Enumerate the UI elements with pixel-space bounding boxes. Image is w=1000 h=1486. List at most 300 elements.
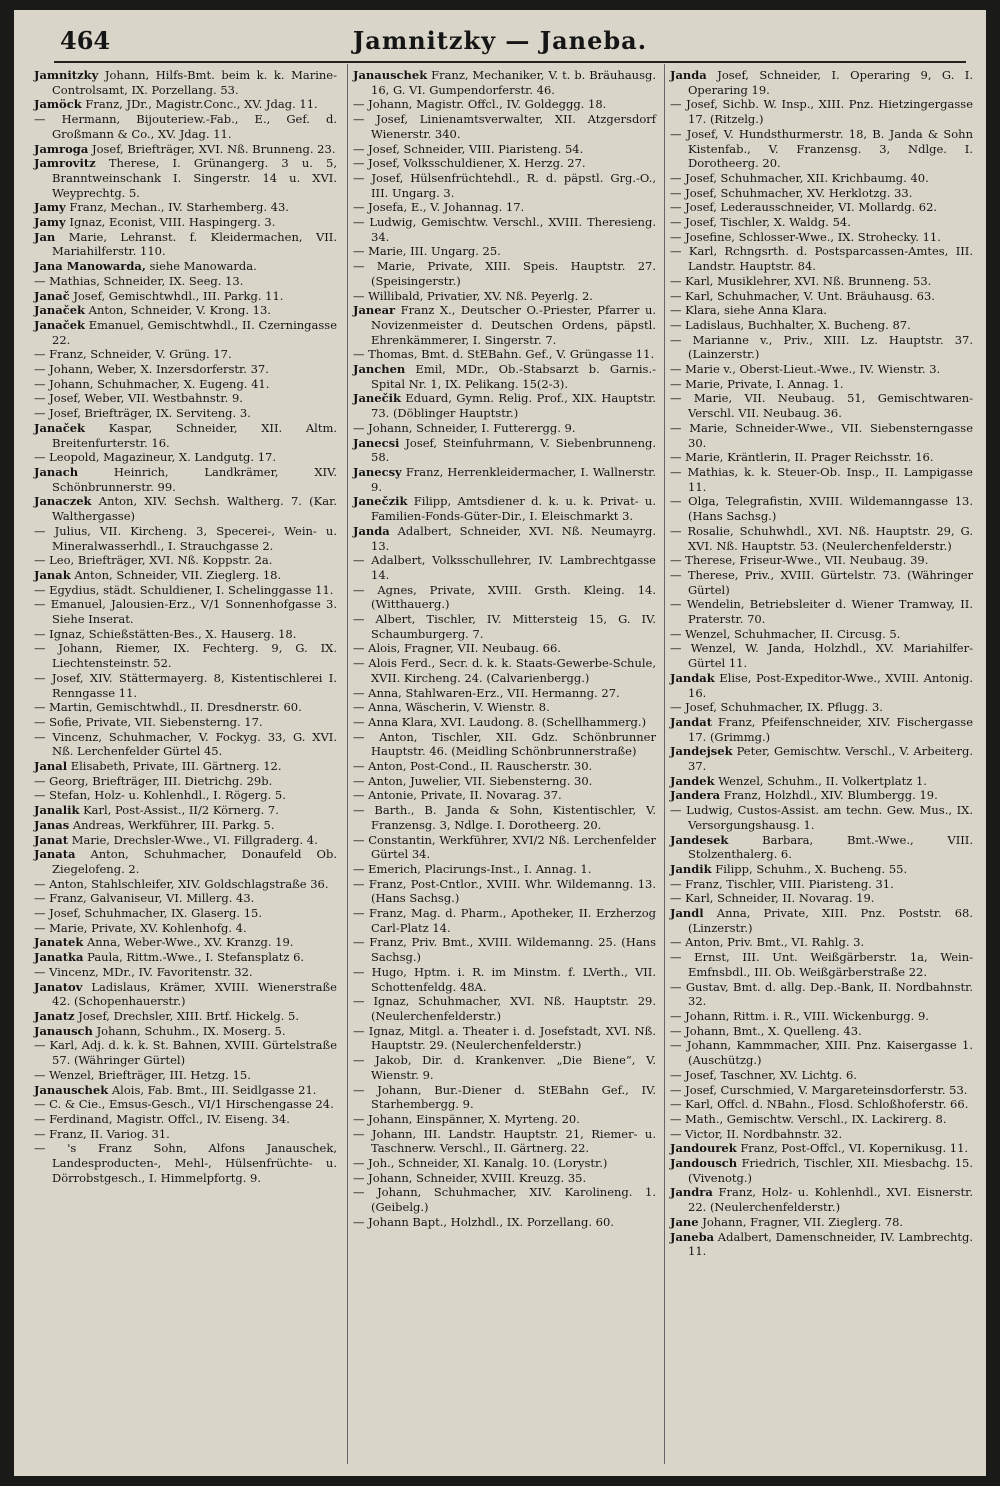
entry-text: — Adalbert, Volksschullehrer, IV. Lambrechtgasse 14. bbox=[353, 553, 656, 582]
directory-page bbox=[14, 10, 986, 1476]
entry-text: — Franz, Galvaniseur, VI. Millerg. 43. bbox=[34, 891, 255, 906]
directory-entry bbox=[34, 818, 337, 833]
directory-entry bbox=[353, 200, 656, 215]
entry-text: Johann, Hilfs-Bmt. beim k. k. Marine-Controlsamt, IX. Porzellang. 53. bbox=[52, 68, 337, 97]
directory-entry bbox=[670, 877, 973, 892]
entry-text: Emanuel, Gemischtwhdl., II. Czerningasse 22. bbox=[52, 317, 337, 347]
directory-entry bbox=[353, 1215, 656, 1230]
directory-entry bbox=[353, 935, 656, 964]
entry-text: — Agnes, Private, XVIII. Grsth. Kleing. 14. (Witthauerg.) bbox=[353, 582, 656, 612]
entry-surname: Jandejsek bbox=[670, 744, 733, 759]
entry-surname: Jandesek bbox=[670, 832, 729, 847]
directory-entry bbox=[34, 391, 337, 406]
directory-entry bbox=[34, 730, 337, 759]
directory-entry bbox=[34, 906, 337, 921]
entry-text: Franz X., Deutscher O.-Priester, Pfarrer u. Novizenmeister d. Deutschen Ordens, päpstl. Ehrenkämmerer, I. Singerstr. 7. bbox=[371, 303, 657, 347]
entry-text: Josef, Steinfuhrmann, V. Siebenbrunneng. 58. bbox=[371, 435, 657, 465]
entry-text: — Josef, Schuhmacher, IX. Pflugg. 3. bbox=[670, 700, 883, 715]
entry-text: Josef, Briefträger, XVI. Nß. Brunneng. 23. bbox=[91, 141, 336, 156]
entry-text: Anton, Schneider, V. Krong. 13. bbox=[88, 303, 271, 318]
entry-text: — Josefine, Schlosser-Wwe., IX. Strohecky. 11. bbox=[670, 229, 941, 244]
directory-entry bbox=[34, 303, 337, 318]
entry-text: Franz, Herrenkleidermacher, I. Wallnerstr. 9. bbox=[371, 464, 656, 494]
entry-text: — Rosalie, Schuhwhdl., XVI. Nß. Hauptstr. 29, G. XVI. Nß. Hauptstr. 53. (Neulerchenfelderstr.) bbox=[670, 523, 973, 553]
directory-entry bbox=[34, 112, 337, 141]
entry-text: — Johann, Bur.-Diener d. StEBahn Gef., IV. Starhembergg. 9. bbox=[353, 1082, 656, 1112]
entry-text: — Marie, III. Ungarg. 25. bbox=[353, 244, 501, 259]
directory-entry bbox=[670, 700, 973, 715]
entry-text: siehe Manowarda. bbox=[149, 259, 257, 274]
directory-entry bbox=[670, 803, 973, 832]
entry-text: — Josef, Weber, VII. Westbahnstr. 9. bbox=[34, 391, 243, 406]
entry-text: — Vincenz, MDr., IV. Favoritenstr. 32. bbox=[34, 964, 253, 979]
entry-text: Filipp, Schuhm., X. Bucheng. 55. bbox=[715, 861, 908, 876]
directory-entry bbox=[34, 803, 337, 818]
page-number: 464 bbox=[60, 26, 111, 55]
directory-entry bbox=[670, 1068, 973, 1083]
entry-surname: Janauschek bbox=[34, 1082, 109, 1097]
entry-text: Adalbert, Damenschneider, IV. Lambrechtg. 11. bbox=[688, 1229, 973, 1259]
directory-entry bbox=[670, 1141, 973, 1156]
entry-text: — Stefan, Holz- u. Kohlenhdl., I. Rögerg. 5. bbox=[34, 788, 286, 803]
entry-text: Anna, Weber-Wwe., XV. Kranzg. 19. bbox=[86, 935, 294, 950]
directory-entry bbox=[34, 142, 337, 157]
entry-text: — Sofie, Private, VII. Siebensterng. 17. bbox=[34, 714, 263, 729]
entry-text: — Josef, V. Hundsthurmerstr. 18, B. Janda & Sohn Kistenfab., V. Franzensg. 3, Ndlge. I. Dorotheerg. 20. bbox=[670, 126, 973, 171]
directory-entry bbox=[34, 230, 337, 259]
directory-entry bbox=[353, 906, 656, 935]
entry-text: — Mathias, Schneider, IX. Seeg. 13. bbox=[34, 273, 244, 288]
entry-text: — Julius, VII. Kircheng. 3, Specerei-, Wein- u. Mineralwasserhdl., I. Strauchgasse 2. bbox=[34, 523, 337, 553]
entry-text: — Johann, Einspänner, X. Myrteng. 20. bbox=[353, 1111, 580, 1126]
directory-entry bbox=[34, 671, 337, 700]
directory-entry bbox=[34, 1141, 337, 1185]
entry-text: — Franz, Priv. Bmt., XVIII. Wildemanng. 25. (Hans Sachsg.) bbox=[353, 935, 656, 965]
entry-text: — Marie, Schneider-Wwe., VII. Siebensterngasse 30. bbox=[670, 420, 973, 450]
directory-entry bbox=[670, 391, 973, 420]
entry-text: Anton, Schuhmacher, Donaufeld Ob. Ziegelofeng. 2. bbox=[52, 847, 337, 876]
entry-text: — Josef, Schuhmacher, IX. Glaserg. 15. bbox=[34, 906, 262, 921]
entry-surname: Janaček bbox=[34, 303, 85, 318]
entry-text: Franz, Post-Offcl., VI. Kopernikusg. 11. bbox=[740, 1141, 969, 1156]
entry-text: — Anna Klara, XVI. Laudong. 8. (Schellhammerg.) bbox=[353, 714, 647, 729]
directory-entry bbox=[34, 97, 337, 112]
entry-text: — Johann, Schneider, XVIII. Kreuzg. 35. bbox=[353, 1170, 587, 1185]
entry-text: — Franz, II. Variog. 31. bbox=[34, 1126, 170, 1141]
entry-text: Adalbert, Schneider, XVI. Nß. Neumayrg. 13. bbox=[371, 523, 656, 553]
directory-entry bbox=[34, 200, 337, 215]
entry-surname: Jamroga bbox=[34, 141, 89, 156]
entry-surname: Janach bbox=[34, 464, 79, 479]
entry-surname: Jamy bbox=[34, 215, 66, 230]
directory-entry bbox=[670, 980, 973, 1009]
entry-surname: Jandourek bbox=[670, 1141, 737, 1156]
directory-entry bbox=[353, 436, 656, 465]
directory-entry bbox=[353, 656, 656, 685]
entry-surname: Janaček bbox=[34, 420, 85, 435]
directory-entry bbox=[670, 1009, 973, 1024]
entry-text: — Franz, Mag. d. Pharm., Apotheker, II. Erzherzog Carl-Platz 14. bbox=[353, 906, 656, 935]
directory-entry bbox=[34, 259, 337, 274]
entry-text: Karl, Post-Assist., II/2 Körnerg. 7. bbox=[83, 803, 279, 818]
entry-text: — Georg, Briefträger, III. Dietrichg. 29b. bbox=[34, 773, 273, 788]
directory-entry bbox=[670, 333, 973, 362]
directory-entry bbox=[34, 1112, 337, 1127]
entry-text: — Josef, Lederausschneider, VI. Mollardg. 62. bbox=[670, 200, 938, 215]
directory-entry bbox=[670, 744, 973, 773]
entry-text: Elisabeth, Private, III. Gärtnerg. 12. bbox=[70, 759, 282, 774]
directory-entry bbox=[34, 700, 337, 715]
directory-entry bbox=[34, 318, 337, 347]
directory-entry bbox=[34, 494, 337, 523]
entry-surname: Jan bbox=[34, 229, 56, 244]
directory-entry bbox=[34, 641, 337, 670]
directory-entry bbox=[34, 980, 337, 1009]
directory-entry bbox=[353, 700, 656, 715]
directory-entry bbox=[34, 1097, 337, 1112]
directory-entry bbox=[353, 730, 656, 759]
directory-entry bbox=[353, 494, 656, 523]
directory-entry bbox=[670, 186, 973, 201]
directory-entry bbox=[34, 289, 337, 304]
entry-text: — Karl, Schneider, II. Novarag. 19. bbox=[670, 891, 875, 906]
directory-entry bbox=[670, 715, 973, 744]
entry-text: — Johann, III. Landstr. Hauptstr. 21, Riemer- u. Taschnerw. Verschl., II. Gärtnerg. 22. bbox=[353, 1126, 656, 1156]
entry-text: — Anton, Tischler, XII. Gdz. Schönbrunner Hauptstr. 46. (Meidling Schönbrunnerstraße) bbox=[353, 729, 656, 759]
entry-text: Josef, Schneider, I. Operaring 9, G. I. Operaring 19. bbox=[688, 68, 973, 97]
entry-surname: Janeba bbox=[670, 1229, 715, 1244]
directory-entry bbox=[353, 774, 656, 789]
directory-entry bbox=[353, 877, 656, 906]
entry-text: — Vincenz, Schuhmacher, V. Fockyg. 33, G. XVI. Nß. Lerchenfelder Gürtel 45. bbox=[34, 729, 337, 759]
directory-entry bbox=[353, 244, 656, 259]
entry-text: — Karl, Schuhmacher, V. Unt. Bräuhausg. 63. bbox=[670, 288, 935, 303]
directory-entry bbox=[34, 421, 337, 450]
entry-text: Franz, Pfeifenschneider, XIV. Fischergasse 17. (Grimmg.) bbox=[688, 714, 973, 744]
directory-entry bbox=[353, 362, 656, 391]
entry-text: — Karl, Adj. d. k. k. St. Bahnen, XVIII. Gürtelstraße 57. (Währinger Gürtel) bbox=[34, 1038, 337, 1068]
directory-entry bbox=[34, 553, 337, 568]
directory-entry bbox=[353, 1024, 656, 1053]
directory-entry bbox=[670, 1230, 973, 1259]
directory-entry bbox=[34, 568, 337, 583]
entry-surname: Jane bbox=[670, 1214, 699, 1229]
entry-text: — Marie, Private, XIII. Speis. Hauptstr. 27. (Speisingerstr.) bbox=[353, 259, 656, 288]
directory-entry bbox=[34, 1009, 337, 1024]
entry-text: — Constantin, Werkführer, XVI/2 Nß. Lerchenfelder Gürtel 34. bbox=[353, 832, 656, 862]
directory-entry bbox=[670, 950, 973, 979]
entry-text: — Marie, Private, XV. Kohlenhofg. 4. bbox=[34, 920, 247, 935]
entry-text: — Mathias, k. k. Steuer-Ob. Insp., II. Lampigasse 11. bbox=[670, 464, 973, 494]
directory-entry bbox=[34, 274, 337, 289]
directory-entry bbox=[353, 1171, 656, 1186]
directory-entry bbox=[670, 215, 973, 230]
directory-entry bbox=[353, 1185, 656, 1214]
entry-text: — Marie, Kräntlerin, II. Prager Reichsstr. 16. bbox=[670, 450, 934, 465]
entry-surname: Janecsy bbox=[353, 464, 402, 479]
directory-entry bbox=[34, 627, 337, 642]
entry-surname: Janecsi bbox=[353, 435, 400, 450]
directory-entry bbox=[670, 244, 973, 273]
entry-text: Franz, Holzhdl., XIV. Blumbergg. 19. bbox=[723, 788, 938, 803]
directory-entry bbox=[670, 1097, 973, 1112]
directory-entry bbox=[353, 215, 656, 244]
directory-entry bbox=[34, 715, 337, 730]
entry-text: Ladislaus, Krämer, XVIII. Wienerstraße 42. (Schopenhauerstr.) bbox=[52, 979, 337, 1009]
entry-text: Franz, Mechan., IV. Starhemberg. 43. bbox=[69, 200, 289, 215]
directory-entry bbox=[353, 171, 656, 200]
directory-entry bbox=[353, 759, 656, 774]
entry-surname: Janda bbox=[670, 68, 707, 82]
entry-text: — Ignaz, Schießstätten-Bes., X. Hauserg. 18. bbox=[34, 626, 297, 641]
entry-text: — Ludwig, Gemischtw. Verschl., XVIII. Theresieng. 34. bbox=[353, 215, 656, 244]
directory-entry bbox=[34, 1083, 337, 1098]
entry-text: Peter, Gemischtw. Verschl., V. Arbeiterg. 37. bbox=[688, 744, 974, 774]
directory-entry bbox=[353, 612, 656, 641]
entry-text: — Wenzel, Schuhmacher, II. Circusg. 5. bbox=[670, 626, 901, 641]
entry-surname: Janaczek bbox=[34, 494, 92, 509]
entry-text: — Hermann, Bijouteriew.-Fab., E., Gef. d. Großmann & Co., XV. Jdag. 11. bbox=[34, 112, 337, 141]
entry-surname: Jamrovitz bbox=[34, 156, 96, 171]
entry-text: Friedrich, Tischler, XII. Miesbachg. 15. (Vivenotg.) bbox=[688, 1156, 974, 1185]
entry-text: — Wenzel, Briefträger, III. Hetzg. 15. bbox=[34, 1067, 251, 1082]
header-rule bbox=[54, 61, 966, 63]
directory-entry bbox=[353, 68, 656, 97]
entry-text: — Johann, Schuhmacher, XIV. Karolineng. 1. (Geibelg.) bbox=[353, 1185, 656, 1215]
entry-surname: Jandera bbox=[670, 788, 721, 803]
entry-text: Anna, Private, XIII. Pnz. Poststr. 68. (Linzerstr.) bbox=[688, 906, 973, 935]
directory-entry bbox=[670, 891, 973, 906]
directory-entry bbox=[670, 553, 973, 568]
entry-surname: Jandek bbox=[670, 773, 715, 788]
entry-surname: Janatov bbox=[34, 979, 83, 994]
entry-text: Anton, XIV. Sechsh. Waltherg. 7. (Kar. Walthergasse) bbox=[52, 494, 337, 524]
directory-entry bbox=[34, 156, 337, 200]
entry-text: — Victor, II. Nordbahnstr. 32. bbox=[670, 1126, 843, 1141]
directory-entry bbox=[34, 759, 337, 774]
entry-text: — Karl, Offcl. d. NBahn., Flosd. Schloßhoferstr. 66. bbox=[670, 1097, 969, 1112]
entry-text: — Johann, Riemer, IX. Fechterg. 9, G. IX. Liechtensteinstr. 52. bbox=[34, 641, 337, 671]
entry-text: — Anton, Post-Cond., II. Rauscherstr. 30. bbox=[353, 759, 593, 774]
directory-entry bbox=[670, 1185, 973, 1214]
entry-text: — Antonie, Private, II. Novarag. 37. bbox=[353, 788, 562, 803]
entry-text: — C. & Cie., Emsus-Gesch., VI/1 Hirschengasse 24. bbox=[34, 1097, 334, 1112]
directory-entry bbox=[34, 935, 337, 950]
directory-entry bbox=[670, 1156, 973, 1185]
directory-entry bbox=[34, 1038, 337, 1067]
directory-entry bbox=[353, 833, 656, 862]
directory-entry bbox=[34, 465, 337, 494]
entry-surname: Janat bbox=[34, 832, 69, 847]
directory-entry bbox=[34, 788, 337, 803]
entry-text: — Thomas, Bmt. d. StEBahn. Gef., V. Grüngasse 11. bbox=[353, 347, 655, 362]
entry-text: Marie, Lehranst. f. Kleidermachen, VII. Mariahilferstr. 110. bbox=[52, 229, 337, 259]
directory-entry bbox=[34, 833, 337, 848]
directory-entry bbox=[34, 68, 337, 97]
entry-text: Anton, Schneider, VII. Zieglerg. 18. bbox=[74, 567, 282, 582]
directory-entry bbox=[34, 377, 337, 392]
directory-entry bbox=[353, 465, 656, 494]
directory-entry bbox=[670, 68, 973, 97]
entry-text: — Ludwig, Custos-Assist. am techn. Gew. Mus., IX. Versorgungshausg. 1. bbox=[670, 803, 973, 832]
entry-text: — Josef, Taschner, XV. Lichtg. 6. bbox=[670, 1067, 857, 1082]
directory-entry bbox=[353, 686, 656, 701]
directory-entry bbox=[670, 1024, 973, 1039]
directory-entry bbox=[353, 303, 656, 347]
entry-text: — Ladislaus, Buchhalter, X. Bucheng. 87. bbox=[670, 317, 911, 332]
directory-entry bbox=[670, 1083, 973, 1098]
entry-text: — Josef, Schuhmacher, XV. Herklotzg. 33. bbox=[670, 185, 913, 200]
directory-entry bbox=[670, 597, 973, 626]
directory-entry bbox=[353, 421, 656, 436]
directory-entry bbox=[34, 406, 337, 421]
directory-entry bbox=[353, 524, 656, 553]
directory-entry bbox=[34, 877, 337, 892]
directory-entry bbox=[353, 97, 656, 112]
entry-text: Alois, Fab. Bmt., III. Seidlgasse 21. bbox=[111, 1082, 317, 1097]
entry-text: Eduard, Gymn. Relig. Prof., XIX. Hauptstr. 73. (Döblinger Hauptstr.) bbox=[371, 391, 657, 421]
entry-text: — Karl, Rchngsrth. d. Postsparcassen-Amtes, III. Landstr. Hauptstr. 84. bbox=[670, 244, 973, 274]
entry-surname: Janatek bbox=[34, 935, 84, 950]
entry-surname: Jamnitzky bbox=[34, 68, 99, 82]
directory-entry bbox=[353, 862, 656, 877]
directory-entry bbox=[670, 774, 973, 789]
entry-text: — Emerich, Placirungs-Inst., I. Annag. 1. bbox=[353, 861, 592, 876]
entry-text: — Leopold, Magazineur, X. Landgutg. 17. bbox=[34, 450, 277, 465]
directory-entry bbox=[353, 289, 656, 304]
directory-entry bbox=[34, 950, 337, 965]
entry-text: — Johann, Magistr. Offcl., IV. Goldeggg. 18. bbox=[353, 97, 607, 112]
entry-text: — Alois, Fragner, VII. Neubaug. 66. bbox=[353, 641, 561, 656]
directory-entry bbox=[34, 965, 337, 980]
entry-text: Franz, JDr., Magistr.Conc., XV. Jdag. 11. bbox=[85, 97, 318, 112]
directory-entry bbox=[670, 524, 973, 553]
entry-surname: Janchen bbox=[353, 362, 406, 377]
column-divider bbox=[347, 64, 348, 1464]
directory-entry bbox=[670, 627, 973, 642]
directory-entry bbox=[353, 1156, 656, 1171]
entry-surname: Janečik bbox=[353, 391, 401, 406]
entry-text: — Martin, Gemischtwhdl., II. Dresdnerstr. 60. bbox=[34, 700, 302, 715]
entry-text: — Johann, Weber, X. Inzersdorferstr. 37. bbox=[34, 362, 269, 377]
entry-text: Franz, Holz- u. Kohlenhdl., XVI. Eisnerstr. 22. (Neulerchenfelderstr.) bbox=[688, 1185, 974, 1215]
entry-text: — Johann, Schuhmacher, X. Eugeng. 41. bbox=[34, 376, 270, 391]
directory-entry bbox=[670, 274, 973, 289]
entry-text: Johann, Fragner, VII. Zieglerg. 78. bbox=[702, 1214, 904, 1229]
entry-surname: Janatz bbox=[34, 1009, 75, 1023]
entry-text: — Ignaz, Schuhmacher, XVI. Nß. Hauptstr. 29. (Neulerchenfelderstr.) bbox=[353, 994, 656, 1023]
entry-text: — Johann, Rittm. i. R., VIII. Wickenburgg. 9. bbox=[670, 1009, 929, 1023]
directory-entry bbox=[670, 362, 973, 377]
entry-text: Barbara, Bmt.-Wwe., VIII. Stolzenthalerg. 6. bbox=[688, 832, 973, 862]
entry-surname: Janata bbox=[34, 847, 76, 862]
entry-text: — Josef, Tischler, X. Waldg. 54. bbox=[670, 215, 851, 230]
entry-text: — Marie, Private, I. Annag. 1. bbox=[670, 376, 844, 391]
entry-text: — Anton, Priv. Bmt., VI. Rahlg. 3. bbox=[670, 935, 865, 950]
directory-entry bbox=[353, 803, 656, 832]
entry-surname: Janač bbox=[34, 288, 70, 303]
entry-text: Marie, Drechsler-Wwe., VI. Fillgraderg. 4. bbox=[71, 832, 318, 847]
entry-text: — Johann Bapt., Holzhdl., IX. Porzellang. 60. bbox=[353, 1214, 614, 1229]
entry-surname: Jandl bbox=[670, 906, 704, 921]
entry-text: — Therese, Friseur-Wwe., VII. Neubaug. 39. bbox=[670, 553, 929, 568]
directory-entry bbox=[34, 215, 337, 230]
entry-text: — Franz, Tischler, VIII. Piaristeng. 31. bbox=[670, 876, 894, 891]
entry-surname: Jandat bbox=[670, 714, 713, 729]
entry-text: — Willibald, Privatier, XV. Nß. Peyerlg. 2. bbox=[353, 288, 593, 303]
entry-surname: Janalik bbox=[34, 803, 80, 818]
entry-text: Emil, MDr., Ob.-Stabsarzt b. Garnis.-Spital Nr. 1, IX. Pelikang. 15(2-3). bbox=[371, 362, 656, 391]
directory-entry bbox=[34, 1024, 337, 1039]
entry-surname: Janatka bbox=[34, 950, 84, 965]
entry-text: — Gustav, Bmt. d. allg. Dep.-Bank, II. Nordbahnstr. 32. bbox=[670, 979, 973, 1009]
entry-text: — Anna, Stahlwaren-Erz., VII. Hermanng. 27. bbox=[353, 685, 620, 700]
entry-text: — Franz, Schneider, V. Grüng. 17. bbox=[34, 347, 232, 362]
page-header bbox=[14, 26, 986, 66]
entry-text: — Ferdinand, Magistr. Offcl., IV. Eiseng. 34. bbox=[34, 1111, 290, 1126]
directory-entry bbox=[34, 450, 337, 465]
directory-entry bbox=[670, 1127, 973, 1142]
entry-text: Josef, Gemischtwhdl., III. Parkg. 11. bbox=[73, 288, 284, 303]
entry-text: — Josef, Schneider, VIII. Piaristeng. 54. bbox=[353, 141, 584, 156]
directory-entry bbox=[353, 641, 656, 656]
entry-text: — Josefa, E., V. Johannag. 17. bbox=[353, 200, 525, 215]
entry-text: Josef, Drechsler, XIII. Brtf. Hickelg. 5. bbox=[78, 1009, 300, 1023]
entry-text: — Therese, Priv., XVIII. Gürtelstr. 73. (Währinger Gürtel) bbox=[670, 567, 973, 597]
entry-text: — Alois Ferd., Secr. d. k. k. Staats-Gewerbe-Schule, XVII. Kircheng. 24. (Calvarienbergg.) bbox=[353, 656, 656, 685]
entry-text: — Josef, Linienamtsverwalter, XII. Atzgersdorf Wienerstr. 340. bbox=[353, 112, 656, 141]
entry-text: — Marianne v., Priv., XIII. Lz. Hauptstr. 37. (Lainzerstr.) bbox=[670, 332, 973, 362]
directory-entry bbox=[353, 1127, 656, 1156]
entry-text: — Marie v., Oberst-Lieut.-Wwe., IV. Wienstr. 3. bbox=[670, 362, 941, 377]
entry-text: Paula, Rittm.-Wwe., I. Stefansplatz 6. bbox=[87, 950, 305, 965]
entry-text: — Wendelin, Betriebsleiter d. Wiener Tramway, II. Praterstr. 70. bbox=[670, 597, 973, 627]
directory-entry bbox=[670, 230, 973, 245]
entry-text: — Josef, Schuhmacher, XII. Krichbaumg. 40. bbox=[670, 170, 929, 185]
entry-text: — Josef, Curschmied, V. Margareteinsdorferstr. 53. bbox=[670, 1082, 968, 1097]
entry-text: — Emanuel, Jalousien-Erz., V/1 Sonnenhofgasse 3. Siehe Inserat. bbox=[34, 597, 337, 627]
entry-text: — Jakob, Dir. d. Krankenver. „Die Biene“, V. Wienstr. 9. bbox=[353, 1053, 656, 1082]
directory-entry bbox=[353, 715, 656, 730]
entry-text: — Ignaz, Mitgl. a. Theater i. d. Josefstadt, XVI. Nß. Hauptstr. 29. (Neulerchenfelderstr.) bbox=[353, 1023, 656, 1053]
entry-text: — Wenzel, W. Janda, Holzhdl., XV. Mariahilfer-Gürtel 11. bbox=[670, 641, 973, 671]
entry-text: — 's Franz Sohn, Alfons Janauschek, Landesproducten-, Mehl-, Hülsenfrüchte- u. Dörrobstgesch., I. Himmelpfortg. 9. bbox=[34, 1141, 337, 1185]
entry-text: — Ernst, III. Unt. Weißgärberstr. 1a, Wein-Emfnsbdl., III. Ob. Weißgärberstraße 22. bbox=[670, 950, 973, 979]
directory-entry bbox=[353, 1083, 656, 1112]
entry-text: Filipp, Amtsdiener d. k. u. k. Privat- u. Familien-Fonds-Güter-Dir., I. Eleischmarkt 3. bbox=[371, 494, 656, 524]
entry-text: — Joh., Schneider, XI. Kanalg. 10. (Lorystr.) bbox=[353, 1156, 608, 1171]
entry-surname: Jamy bbox=[34, 200, 66, 215]
directory-entry bbox=[670, 303, 973, 318]
entry-text: — Josef, XIV. Stättermayerg. 8, Kistentischlerei I. Renngasse 11. bbox=[34, 670, 337, 700]
column-1 bbox=[34, 68, 337, 1185]
entry-surname: Janak bbox=[34, 567, 71, 582]
directory-entry bbox=[353, 156, 656, 171]
directory-entry bbox=[670, 935, 973, 950]
directory-entry bbox=[670, 494, 973, 523]
entry-text: — Marie, VII. Neubaug. 51, Gemischtwaren-Verschl. VII. Neubaug. 36. bbox=[670, 391, 973, 421]
entry-text: Andreas, Werkführer, III. Parkg. 5. bbox=[72, 817, 275, 832]
entry-text: — Hugo, Hptm. i. R. im Minstm. f. LVerth., VII. Schottenfeldg. 48A. bbox=[353, 964, 656, 994]
entry-text: Johann, Schuhm., IX. Moserg. 5. bbox=[96, 1023, 286, 1038]
directory-entry bbox=[670, 318, 973, 333]
entry-text: — Barth., B. Janda & Sohn, Kistentischler, V. Franzensg. 3, Ndlge. I. Dorotheerg. 20. bbox=[353, 803, 656, 832]
directory-entry bbox=[34, 362, 337, 377]
directory-entry bbox=[34, 597, 337, 626]
directory-entry bbox=[34, 347, 337, 362]
entry-surname: Janear bbox=[353, 303, 396, 318]
directory-entry bbox=[34, 1068, 337, 1083]
